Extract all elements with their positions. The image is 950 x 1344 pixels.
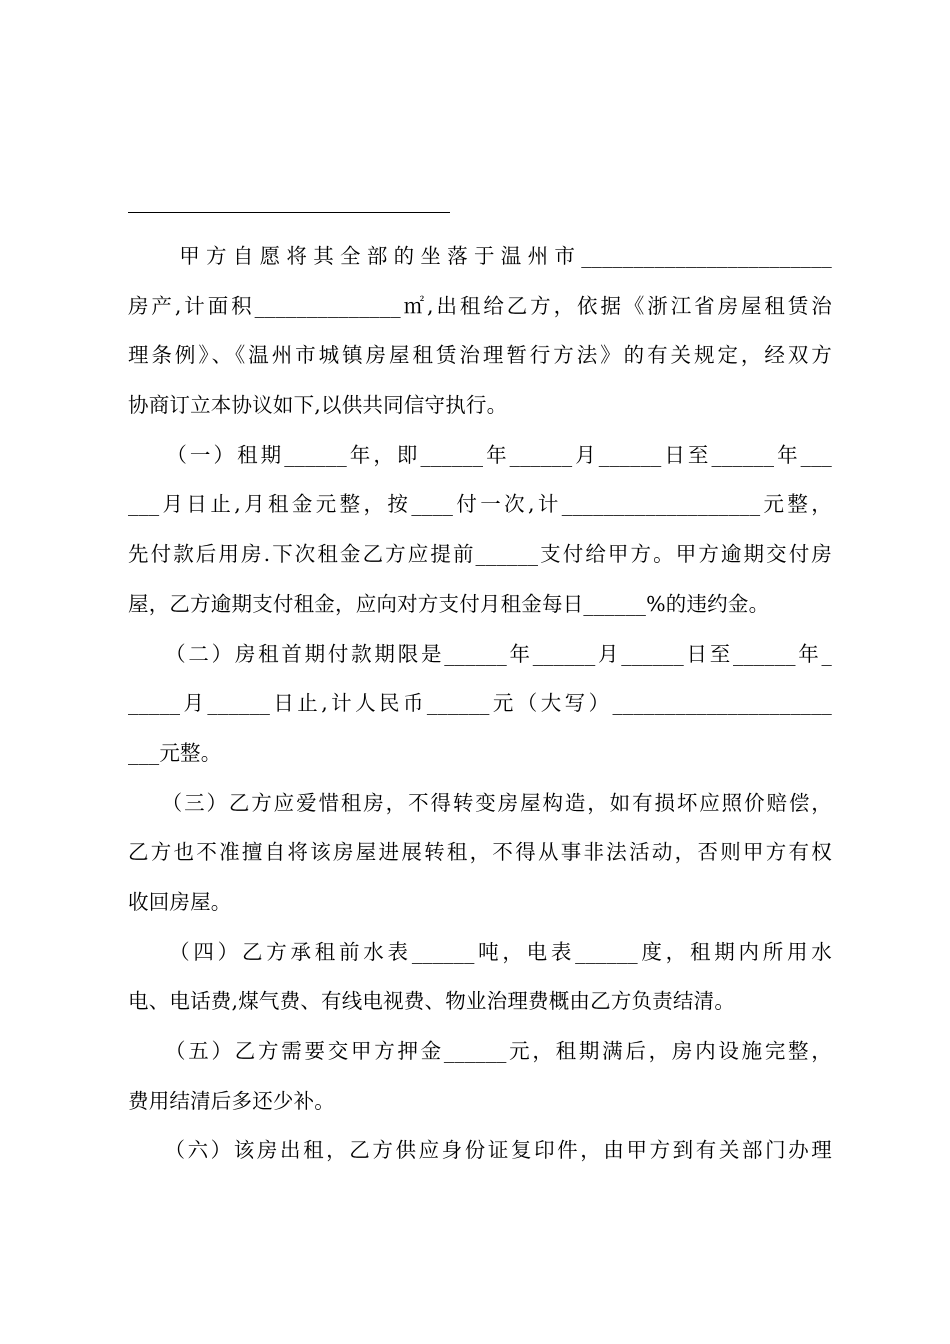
paragraph-clause-5 [128,1027,832,1126]
paragraph-clause-1 [128,431,832,630]
paragraph-clause-2 [128,630,832,779]
paragraph-intro [128,232,832,431]
text-line: （三）乙方应爱惜租房，不得转变房屋构造，如有损坏应照价赔偿， [128,790,832,815]
text-line: （四）乙方承租前水表______吨，电表______度，租期内所用水 [128,939,832,964]
text-line: （一）租期______年，即______年______月______日至______年___ [128,442,832,467]
text-line: ___元整。 [128,740,222,765]
text-line: 乙方也不准擅自将该房屋进展转租，不得从事非法活动，否则甲方有权 [128,840,832,865]
text-line: （五）乙方需要交甲方押金______元，租期满后，房内设施完整， [128,1039,832,1063]
text-line: 甲方自愿将其全部的坐落于温州市________________________ [128,244,832,268]
text-line: 屋，乙方逾期支付租金，应向对方支付月租金每日______%的违约金。 [128,591,770,616]
contract-body [128,232,832,1176]
text-line: 电、电话费,煤气费、有线电视费、物业治理费概由乙方负责结清。 [128,989,736,1014]
text-line: _____月______日止,计人民币______元（大写）_____________________ [128,691,832,716]
text-line: 理条例》、《温州市城镇房屋租赁治理暂行方法》的有关规定，经双方 [128,343,832,368]
paragraph-clause-3 [128,779,832,928]
paragraph-clause-4 [128,928,832,1027]
top-blank-line [128,212,450,213]
text-line: 先付款后用房.下次租金乙方应提前______支付给甲方。甲方逾期交付房 [128,542,832,567]
text-line: （六）该房出租，乙方供应身份证复印件，由甲方到有关部门办理 [128,1138,832,1163]
text-line: 协商订立本协议如下,以供共同信守执行。 [128,393,508,418]
paragraph-clause-6 [128,1126,832,1176]
text-line: （二）房租首期付款期限是______年______月______日至______年_ [128,641,832,666]
text-line: ___月日止,月租金元整，按____付一次,计___________________元整， [128,492,832,517]
text-line: 收回房屋。 [128,889,232,914]
text-line: 费用结清后多还少补。 [128,1088,335,1113]
text-line: 房产,计面积______________㎡,出租给乙方，依据《浙江省房屋租赁治 [128,293,832,318]
